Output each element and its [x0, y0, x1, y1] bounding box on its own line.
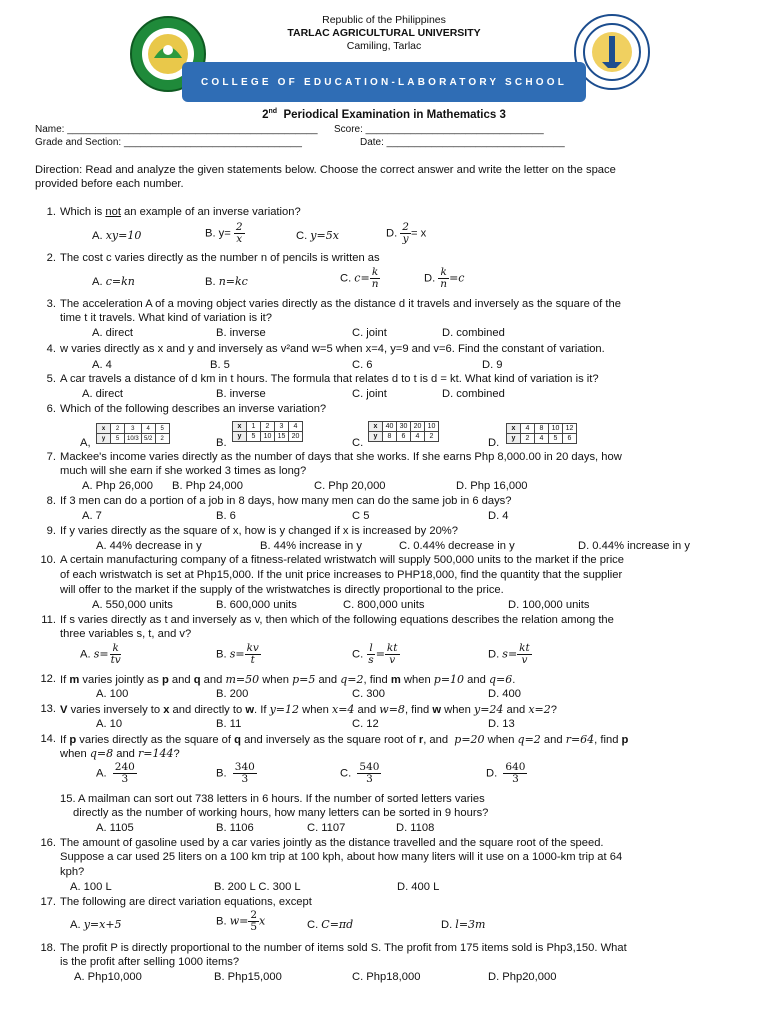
q4-choice-b[interactable]: B. 5 — [210, 359, 230, 371]
direction-line-2: provided before each number. — [35, 178, 184, 190]
table-cell: 10 — [261, 432, 275, 442]
q13-choice-b[interactable]: B. 11 — [216, 718, 242, 730]
table-cell: 12 — [563, 424, 577, 434]
table-cell: 10/3 — [125, 434, 142, 444]
q16-choice-d[interactable]: D. 400 L — [397, 881, 440, 893]
question-15: 15. A mailman can sort out 738 letters in 6 hours. If the number of sorted letters varies — [60, 793, 485, 805]
q10-choice-a[interactable]: A. 550,000 units — [92, 599, 173, 611]
q5-choice-b[interactable]: B. inverse — [216, 388, 266, 400]
q15-choice-c[interactable]: C. 1107 — [307, 822, 346, 834]
question-9: 9. If y varies directly as the square of x, how is y changed if x is increased by 20%? — [46, 525, 458, 537]
question-18-cont: is the profit after selling 1000 items? — [60, 956, 240, 968]
question-3: 3. The acceleration A of a moving object varies directly as the distance d it travels and inversely as the square of the — [46, 298, 621, 310]
table-cell: 1 — [247, 422, 261, 432]
name-field[interactable]: Name: _____________________________________________ — [35, 124, 318, 135]
question-14: 14. If p varies directly as the square of q and inversely as the square root of r, and p=20 when q=2 and r=64, find p — [40, 733, 629, 746]
q14-choice-b[interactable]: B. $\frac{340}{3}$ — [216, 761, 255, 785]
q4-choice-a[interactable]: A. 4 — [92, 359, 112, 371]
q2-choice-d[interactable]: D. $\frac{k}{n}$ =c — [424, 266, 465, 290]
q16-choice-a[interactable]: A. 100 L — [70, 881, 112, 893]
question-6: 6. Which of the following describes an inverse variation? — [46, 403, 327, 415]
table-cell: 3 — [275, 422, 289, 432]
table-cell: y — [233, 432, 247, 442]
q8-choice-c[interactable]: C 5 — [352, 510, 370, 522]
question-10-cont-2: will offer to the market if the supply of the wristwatches is directly proportional to the price. — [60, 584, 504, 596]
q9-choice-a[interactable]: A. 44% decrease in y — [96, 540, 202, 552]
question-16-cont-1: Suppose a car used 25 liters on a 100 km trip at 100 kph, about how many liters will it use on a 1000-km trip at 64 — [60, 851, 623, 863]
q17-choice-a[interactable]: A. y=x+5 — [70, 918, 122, 931]
q7-choice-a[interactable]: A. Php 26,000 — [82, 480, 153, 492]
date-field[interactable]: Date: ________________________________ — [360, 137, 565, 148]
table-cell: x — [507, 424, 521, 434]
table-cell: 10 — [425, 422, 439, 432]
q15-choice-b[interactable]: B. 1106 — [216, 822, 254, 834]
q15-choice-d[interactable]: D. 1108 — [396, 822, 435, 834]
question-13: 13. V varies inversely to x and directly to w. If y=12 when x=4 and w=8, find w when y=24 and x=2? — [40, 703, 557, 716]
table-cell: 20 — [289, 432, 303, 442]
q9-choice-b[interactable]: B. 44% increase in y — [260, 540, 362, 552]
q1-choice-b[interactable]: B. y= $\frac{2}{x}$ — [205, 221, 243, 245]
q17-choice-c[interactable]: C. C=πd — [307, 918, 354, 931]
q8-choice-a[interactable]: A. 7 — [82, 510, 102, 522]
q1-choice-c[interactable]: C. y=5x — [296, 229, 339, 242]
q11-choice-d[interactable]: D. s= $\frac{kt}{v}$ — [488, 642, 530, 666]
q2-choice-b[interactable]: B. n=kc — [205, 275, 248, 288]
q3-choice-d[interactable]: D. combined — [442, 327, 505, 339]
table-cell: 2 — [155, 434, 169, 444]
q7-choice-d[interactable]: D. Php 16,000 — [456, 480, 528, 492]
table-cell: 2 — [521, 434, 535, 444]
question-14-cont: when q=8 and r=144? — [60, 747, 180, 760]
direction-line-1: Direction: Read and analyze the given statements below. Choose the correct answer and write the letter on the space — [35, 164, 616, 176]
table-cell: y — [507, 434, 521, 444]
country-line: Republic of the Philippines — [322, 14, 446, 26]
q6-choice-b[interactable]: B. — [216, 437, 227, 449]
table-cell: 20 — [411, 422, 425, 432]
q4-choice-d[interactable]: D. 9 — [482, 359, 503, 371]
q12-choice-c[interactable]: C. 300 — [352, 688, 385, 700]
q1-choice-a[interactable]: A. xy=10 — [92, 229, 142, 242]
university-name: TARLAC AGRICULTURAL UNIVERSITY — [287, 27, 481, 39]
q6-choice-d[interactable]: D. — [488, 437, 500, 449]
question-11: 11. If s varies directly as t and inversely as v, then which of the following equations describes the relation among the — [41, 614, 614, 626]
q18-choice-d[interactable]: D. Php20,000 — [488, 971, 557, 983]
q6-table-c — [368, 421, 439, 442]
table-cell: x — [233, 422, 247, 432]
q12-choice-d[interactable]: D. 400 — [488, 688, 521, 700]
question-16: 16. The amount of gasoline used by a car varies jointly as the distance travelled and the square root of the speed. — [40, 837, 604, 849]
q3-choice-c[interactable]: C. joint — [352, 327, 387, 339]
table-cell: x — [369, 422, 383, 432]
q8-choice-b[interactable]: B. 6 — [216, 510, 236, 522]
question-18: 18. The profit P is directly proportional to the number of items sold S. The profit from 175 items sold is Php3,150. What — [40, 942, 627, 954]
q17-choice-b[interactable]: B. w= $\frac{2}{5}$ x — [216, 909, 266, 933]
table-cell: 4 — [141, 424, 155, 434]
q14-choice-d[interactable]: D. $\frac{640}{3}$ — [486, 761, 526, 785]
q14-choice-c[interactable]: C. $\frac{540}{3}$ — [340, 761, 380, 785]
score-field[interactable]: Score: ________________________________ — [334, 124, 544, 135]
q11-choice-b[interactable]: B. s= $\frac{kv}{t}$ — [216, 642, 259, 666]
q9-choice-c[interactable]: C. 0.44% decrease in y — [399, 540, 515, 552]
question-2: 2. The cost c varies directly as the number n of pencils is written as — [46, 252, 380, 264]
table-cell: 4 — [535, 434, 549, 444]
q13-choice-a[interactable]: A. 10 — [96, 718, 123, 730]
q7-choice-c[interactable]: C. Php 20,000 — [314, 480, 386, 492]
question-16-cont-2: kph? — [60, 866, 85, 878]
q10-choice-b[interactable]: B. 600,000 units — [216, 599, 297, 611]
table-cell: 4 — [289, 422, 303, 432]
question-15-cont: directly as the number of working hours, how many letters can be sorted in 9 hours? — [73, 807, 489, 819]
table-cell: 5/2 — [141, 434, 155, 444]
table-cell: 2 — [425, 432, 439, 442]
grade-section-field[interactable]: Grade and Section: ________________________________ — [35, 137, 302, 148]
q7-choice-b[interactable]: B. Php 24,000 — [172, 480, 243, 492]
q6-choice-a[interactable]: A, — [80, 437, 91, 449]
q11-choice-c[interactable]: C. $\frac{l}{s}$ = $\frac{kt}{v}$ — [352, 642, 398, 666]
question-8: 8. If 3 men can do a portion of a job in 8 days, how many men can do the same job in 6 days? — [46, 495, 512, 507]
q16-choice-b[interactable]: B. 200 L C. 300 L — [214, 881, 301, 893]
q18-choice-a[interactable]: A. Php10,000 — [74, 971, 142, 983]
table-cell: 8 — [535, 424, 549, 434]
table-cell: y — [97, 434, 111, 444]
q12-choice-a[interactable]: A. 100 — [96, 688, 129, 700]
table-cell: 15 — [275, 432, 289, 442]
table-cell: 2 — [111, 424, 125, 434]
table-cell: 4 — [411, 432, 425, 442]
table-cell: 8 — [383, 432, 397, 442]
table-cell: x — [97, 424, 111, 434]
q6-table-b — [232, 421, 303, 442]
question-11-cont: three variables s, t, and v? — [60, 628, 192, 640]
q14-choice-a[interactable]: A. $\frac{240}{3}$ — [96, 761, 135, 785]
q18-choice-c[interactable]: C. Php18,000 — [352, 971, 421, 983]
q18-choice-b[interactable]: B. Php15,000 — [214, 971, 282, 983]
table-cell: 5 — [111, 434, 125, 444]
q2-choice-a[interactable]: A. c=kn — [92, 275, 135, 288]
table-cell: 6 — [563, 434, 577, 444]
q15-choice-a[interactable]: A. 1105 — [96, 822, 134, 834]
table-cell: 30 — [397, 422, 411, 432]
table-cell: 40 — [383, 422, 397, 432]
question-10: 10. A certain manufacturing company of a fitness-related wristwatch will supply 500,000 units to the market if the price — [40, 554, 625, 566]
question-7: 7. Mackee's income varies directly as the number of days that she works. If she earns Php 8,000.00 in 20 days, how — [46, 451, 622, 463]
q5-choice-d[interactable]: D. combined — [442, 388, 505, 400]
question-7-cont: much will she earn if she worked 3 times as long? — [60, 465, 307, 477]
q17-choice-d[interactable]: D. l=3m — [441, 918, 486, 931]
q8-choice-d[interactable]: D. 4 — [488, 510, 509, 522]
q3-choice-b[interactable]: B. inverse — [216, 327, 266, 339]
q13-choice-d[interactable]: D. 13 — [488, 718, 515, 730]
question-12: 12. If m varies jointly as p and q and m=50 when p=5 and q=2, find m when p=10 and q=6. — [40, 673, 516, 686]
table-cell: 4 — [521, 424, 535, 434]
q12-choice-b[interactable]: B. 200 — [216, 688, 249, 700]
question-3-cont: time t it travels. What kind of variation is it? — [60, 312, 273, 324]
table-cell: 5 — [155, 424, 169, 434]
q4-choice-c[interactable]: C. 6 — [352, 359, 373, 371]
q2-choice-c[interactable]: C. c= $\frac{k}{n}$ — [340, 266, 379, 290]
question-1: 1. Which is not an example of an inverse variation? — [46, 206, 301, 218]
university-location: Camiling, Tarlac — [346, 40, 422, 52]
question-10-cont-1: of each wristwatch is set at Php15,000. If the unit price increases to PHP18,000, find the quantity that the supplier — [60, 569, 623, 581]
q6-table-d — [506, 423, 577, 444]
college-banner: COLLEGE OF EDUCATION-LABORATORY SCHOOL — [182, 62, 586, 102]
table-cell: 10 — [549, 424, 563, 434]
table-cell: y — [369, 432, 383, 442]
q1-choice-d[interactable]: D. $\frac{2}{y}$ = x — [386, 221, 427, 245]
q5-choice-a[interactable]: A. direct — [82, 388, 124, 400]
table-cell: 5 — [247, 432, 261, 442]
table-cell: 6 — [397, 432, 411, 442]
question-17: 17. The following are direct variation equations, except — [40, 896, 312, 908]
question-5: 5. A car travels a distance of d km in t hours. The formula that relates d to t is d = kt. What kind of variation is it? — [46, 373, 599, 385]
q6-choice-c[interactable]: C. — [352, 437, 364, 449]
q5-choice-c[interactable]: C. joint — [352, 388, 387, 400]
table-cell: 3 — [125, 424, 142, 434]
q13-choice-c[interactable]: C. 12 — [352, 718, 379, 730]
question-4: 4. w varies directly as x and y and inversely as v²and w=5 when x=4, y=9 and v=6. Find the constant of variation. — [46, 343, 605, 355]
q10-choice-d[interactable]: D. 100,000 units — [508, 599, 590, 611]
exam-title: 2nd Periodical Examination in Mathematics 3 — [262, 108, 506, 121]
q9-choice-d[interactable]: D. 0.44% increase in y — [578, 540, 690, 552]
q11-choice-a[interactable]: A. s= $\frac{k}{tv}$ — [80, 642, 121, 666]
q10-choice-c[interactable]: C. 800,000 units — [343, 599, 425, 611]
q3-choice-a[interactable]: A. direct — [92, 327, 134, 339]
table-cell: 5 — [549, 434, 563, 444]
q6-table-a — [96, 423, 170, 444]
table-cell: 2 — [261, 422, 275, 432]
